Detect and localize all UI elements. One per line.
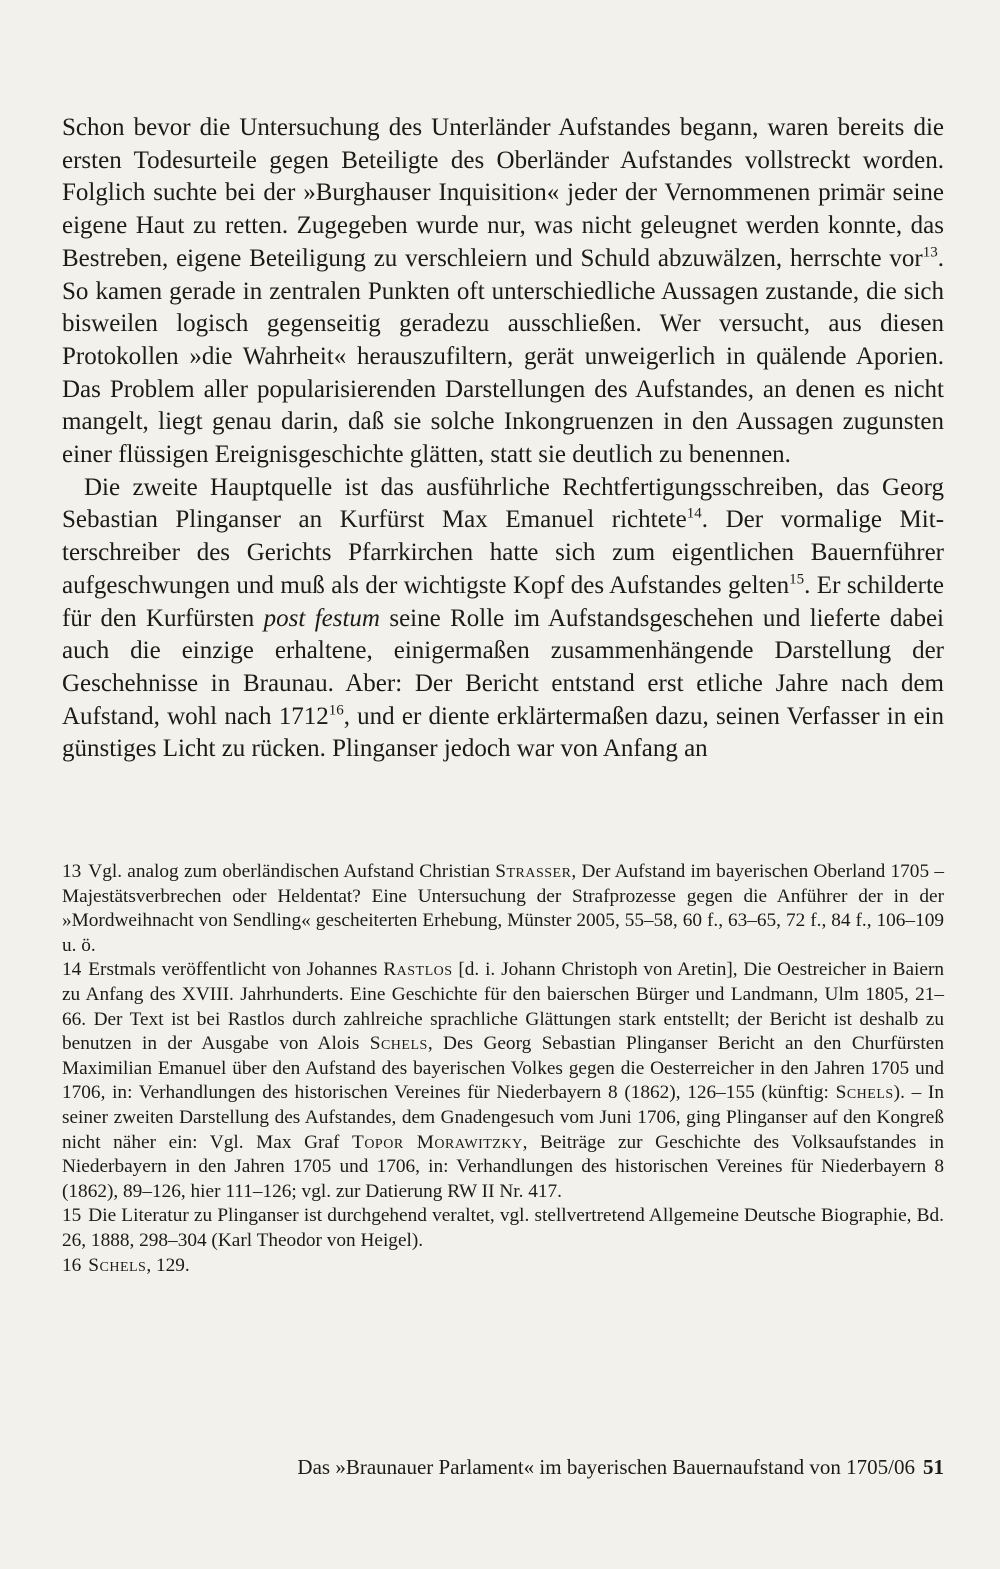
author-name: Rastlos <box>383 959 453 981</box>
paragraph-2-text-d: seine Rolle im Aufstandsgeschehen und lieferte dabei auch die einzige erhaltene, einigermaßen zusammenhängende Darstellung der Geschehnisse in Braunau. Aber: Der Bericht entstand erst etliche Jahre nach dem Aufstand, wohl nach 1712 <box>62 604 944 730</box>
footnote-text: Erstmals veröffentlicht von Johannes <box>88 959 384 981</box>
footnote-number: 16 <box>62 1254 82 1276</box>
footnote-13 <box>62 860 944 958</box>
footnote-text: ). – In seiner zweiten Darstellung des Aufstandes, dem Gnadengesuch vom Juni 1706, ging Plinganser auf den Kongreß nicht näher ein: Vgl. Max Graf <box>62 1082 944 1153</box>
footnote-number: 14 <box>62 959 82 981</box>
author-name: Strasser <box>495 861 572 882</box>
footnotes <box>62 860 944 1278</box>
running-footer <box>297 1455 944 1480</box>
main-text <box>62 112 944 766</box>
footnote-text: , Der Aufstand im bayerischen Oberland 1705 – Majestätsverbrechen oder Heldentat? Eine Untersuchung der Strafprozesse gegen die Anführer der in der »Mordweihnacht von Sendling« gescheiterten Erhebung, Münster 2005, 55–58, 60 f., 63–65, 72 f., 84 f., 106–109 u. ö. <box>62 861 944 956</box>
footnote-number: 13 <box>62 861 82 882</box>
footnote-ref-13: 13 <box>922 244 938 261</box>
book-page <box>62 112 944 1532</box>
page-number: 51 <box>923 1455 944 1479</box>
footnote-text: , Des Georg Sebastian Plinganser Bericht an den Churfürsten Maximilian Emanuel über den Aufstand des bayerischen Volkes gegen die Oesterreicher in den Jahren 1705 und 1706, in: Verhandlungen des historischen Vereines für Niederbayern 8 (1862), 126–155 (künftig: <box>62 1033 944 1104</box>
paragraph-2-text-b: . Der vormalige Mitterschreiber des Gerichts Pfarrkirchen hatte sich zum eigentlichen Bauernführer aufgeschwungen und muß als der wichtigste Kopf des Aufstandes gelten <box>62 506 945 599</box>
footnote-ref-15: 15 <box>789 571 805 588</box>
running-title: Das »Braunauer Parlament« im bayerischen Bauernaufstand von 1705/06 <box>297 1455 915 1479</box>
author-name: Schels <box>369 1033 428 1055</box>
italic-phrase: post festum <box>263 604 380 632</box>
footnote-text: [d. i. Johann Christoph von Aretin], Die Oestreicher in Baiern zu Anfang des XVIII. Jahrhunderts. Eine Geschichte für den baierschen Bürger und Landmann, Ulm 1805, 21–66. Der Text ist bei Rastlos durch zahlreiche sprachliche Glättungen stark entstellt; der Bericht ist deshalb zu benutzen in der Ausgabe von Alois <box>62 959 944 1055</box>
paragraph-2-text-c: . Er schilderte für den Kurfürsten <box>62 571 945 632</box>
footnote-15 <box>62 1204 944 1253</box>
footnote-number: 15 <box>62 1205 82 1227</box>
footnote-text: , Beiträge zur Geschichte des Volksaufstandes in Niederbayern in den Jahren 1705 und 1706, in: Verhandlungen des historischen Vereines für Niederbayern 8 (1862), 89–126, hier 111–126; vgl. zur Datierung RW II Nr. 417. <box>62 1131 944 1202</box>
paragraph-1 <box>62 112 944 472</box>
footnote-ref-14: 14 <box>686 505 702 522</box>
author-name: Schels <box>835 1082 894 1104</box>
footnote-text: Vgl. analog zum oberländischen Aufstand Christian <box>88 861 496 882</box>
footnote-16 <box>62 1254 944 1279</box>
footnote-text: , 129. <box>146 1254 190 1276</box>
footnote-ref-16: 16 <box>328 701 344 718</box>
paragraph-1-text-b: . So kamen gerade in zentralen Punkten oft unterschiedliche Aussagen zustande, die sich bisweilen logisch gegenseitig geradezu ausschließen. Wer versucht, aus diesen Protokollen »die Wahrheit« herauszufiltern, gerät unweigerlich in quälende Aporien. Das Problem aller popularisierenden Darstellungen des Aufstandes, an denen es nicht mangelt, liegt genau darin, daß sie solche Inkongruenzen in den Aussagen zugunsten einer flüssigen Ereignisgeschichte glätten, statt sie deutlich zu benennen. <box>62 244 944 469</box>
paragraph-2-text-a: Die zweite Hauptquelle ist das ausführliche Rechtfertigungsschreiben, das Georg Sebastian Plinganser an Kurfürst Max Emanuel richtete <box>62 473 944 534</box>
paragraph-2 <box>62 472 944 766</box>
author-name: Schels <box>88 1254 147 1276</box>
footnote-text: Die Literatur zu Plinganser ist durchgehend veraltet, vgl. stellvertretend Allgemeine Deutsche Biographie, Bd. 26, 1888, 298–304 (Karl Theodor von Heigel). <box>62 1205 944 1251</box>
footnote-14 <box>62 958 944 1204</box>
paragraph-1-text-a: Schon bevor die Untersuchung des Unterländer Aufstandes begann, waren bereits die ersten Todesurteile gegen Beteiligte des Oberländer Aufstandes vollstreckt worden. Folglich suchte bei der »Burghauser Inquisition« jeder der Vernommenen primär seine eigene Haut zu retten. Zugegeben wurde nur, was nicht geleugnet werden konnte, das Bestreben, eigene Beteiligung zu verschleiern und Schuld abzuwälzen, herrschte vor <box>62 114 944 272</box>
paragraph-2-text-e: , und er diente erklärtermaßen dazu, seinen Verfasser in ein günstiges Licht zu rücken. Plinganser jedoch war von Anfang an <box>62 702 944 763</box>
author-name: Topor Morawitzky <box>352 1131 523 1153</box>
